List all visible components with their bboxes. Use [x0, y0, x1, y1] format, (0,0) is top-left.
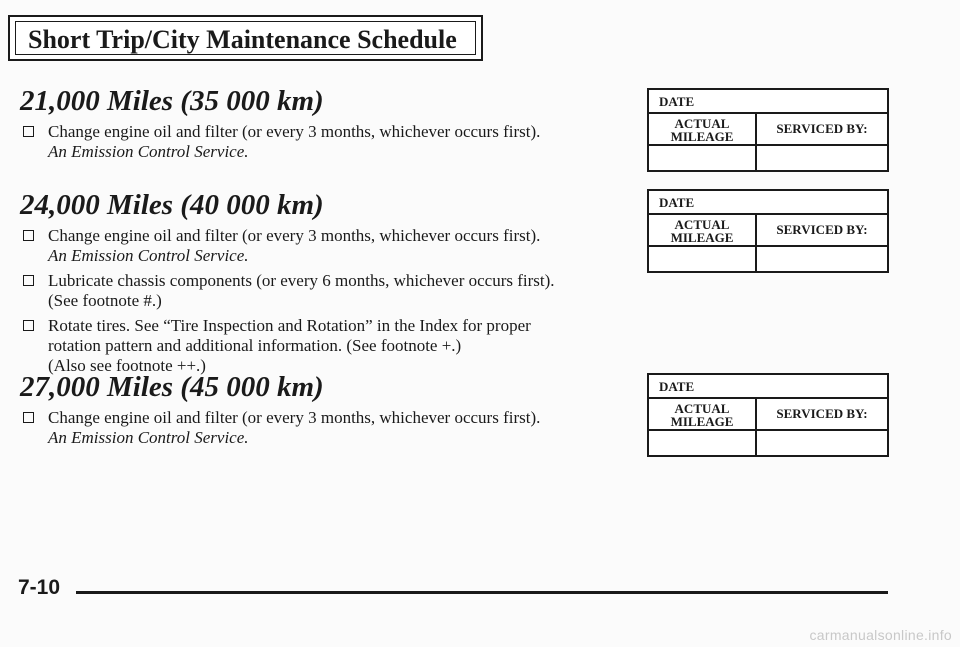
serviced-by-label: SERVICED BY: — [776, 222, 868, 237]
section-heading: 27,000 Miles (45 000 km) — [20, 371, 324, 403]
item-note: An Emission Control Service. — [48, 246, 249, 265]
date-field[interactable]: DATE — [649, 90, 887, 114]
checkbox-icon[interactable] — [23, 230, 34, 241]
service-record-box — [647, 88, 889, 172]
item-note: An Emission Control Service. — [48, 142, 249, 161]
actual-mileage-label: ACTUAL MILEAGE — [649, 114, 757, 144]
checkbox-icon[interactable] — [23, 126, 34, 137]
actual-mileage-label: ACTUAL MILEAGE — [649, 399, 757, 429]
record-header — [649, 114, 887, 146]
item-text: Lubricate chassis components (or every 6 months, whichever occurs first). — [48, 271, 555, 290]
section-heading: 21,000 Miles (35 000 km) — [20, 85, 324, 117]
list-item — [20, 226, 620, 266]
list-item — [20, 408, 620, 448]
actual-mileage-field[interactable] — [649, 247, 757, 271]
checkbox-icon[interactable] — [23, 275, 34, 286]
section-24000-miles — [20, 188, 620, 381]
item-note: (Also see footnote ++.) — [48, 356, 206, 375]
record-header — [649, 399, 887, 431]
actual-mileage-label: ACTUAL MILEAGE — [649, 215, 757, 245]
item-note: An Emission Control Service. — [48, 428, 249, 447]
item-text-line2: rotation pattern and additional information. (See footnote +.) — [48, 336, 462, 355]
item-text: Change engine oil and filter (or every 3 months, whichever occurs first). — [48, 226, 541, 245]
record-values — [649, 431, 887, 455]
serviced-by-field[interactable] — [757, 247, 887, 271]
record-header — [649, 215, 887, 247]
list-item — [20, 271, 620, 311]
serviced-by-label: SERVICED BY: — [776, 121, 868, 136]
item-text: Change engine oil and filter (or every 3 months, whichever occurs first). — [48, 408, 541, 427]
record-values — [649, 146, 887, 170]
list-item — [20, 122, 620, 162]
footer-rule — [76, 591, 888, 594]
page-title: Short Trip/City Maintenance Schedule — [15, 21, 476, 55]
title-box — [8, 15, 483, 61]
item-text: Rotate tires. See “Tire Inspection and Rotation” in the Index for proper — [48, 316, 531, 335]
page-number: 7-10 — [18, 576, 61, 599]
watermark: carmanualsonline.info — [809, 627, 952, 643]
checkbox-icon[interactable] — [23, 412, 34, 423]
record-values — [649, 247, 887, 271]
item-note: (See footnote #.) — [48, 291, 162, 310]
checkbox-icon[interactable] — [23, 320, 34, 331]
date-field[interactable]: DATE — [649, 191, 887, 215]
date-field[interactable]: DATE — [649, 375, 887, 399]
section-21000-miles — [20, 84, 620, 167]
service-record-box — [647, 373, 889, 457]
list-item — [20, 316, 620, 376]
serviced-by-field[interactable] — [757, 146, 887, 170]
serviced-by-label: SERVICED BY: — [776, 406, 868, 421]
section-27000-miles — [20, 370, 620, 453]
actual-mileage-field[interactable] — [649, 146, 757, 170]
item-text: Change engine oil and filter (or every 3 months, whichever occurs first). — [48, 122, 541, 141]
section-heading: 24,000 Miles (40 000 km) — [20, 189, 324, 221]
serviced-by-field[interactable] — [757, 431, 887, 455]
actual-mileage-field[interactable] — [649, 431, 757, 455]
service-record-box — [647, 189, 889, 273]
